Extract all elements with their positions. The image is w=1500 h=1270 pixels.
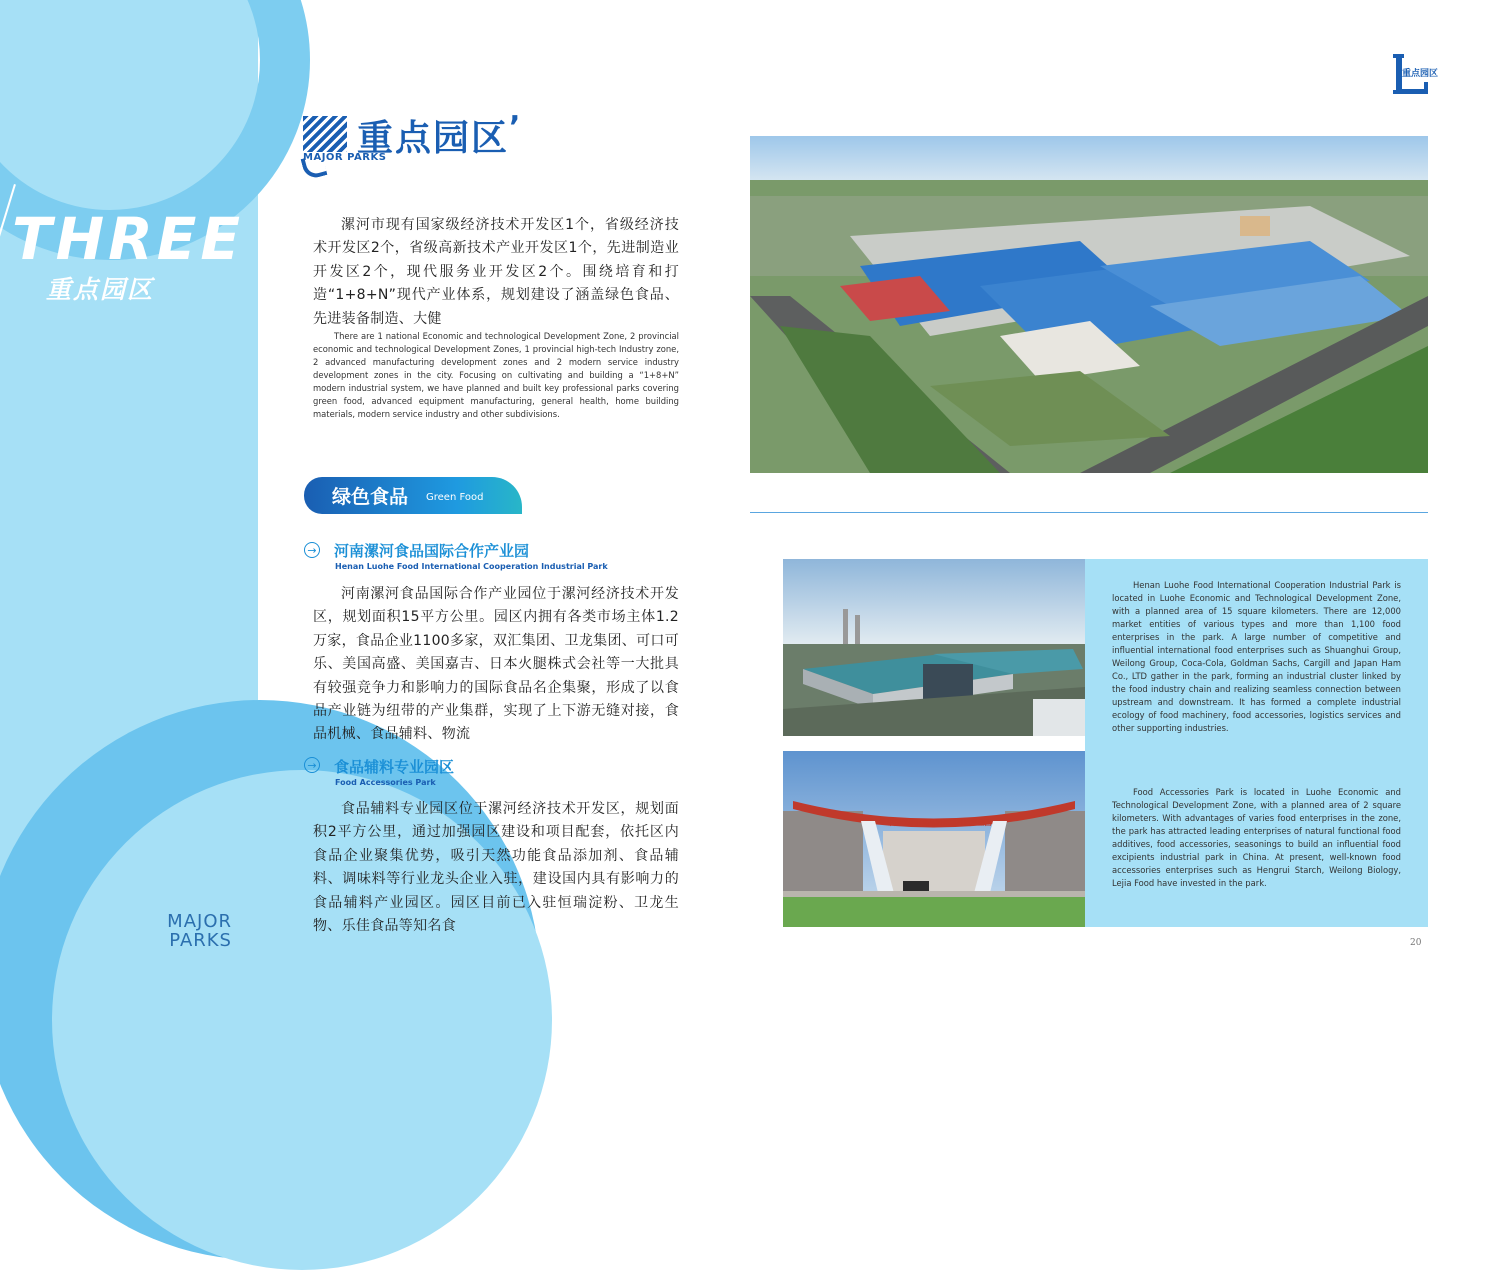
chapter-number: THREE: [12, 205, 245, 273]
factory-photo-illustration: [783, 559, 1085, 736]
section-title-en: Green Food: [426, 492, 484, 503]
gate-sign-text: 中国(漯河)食品和包装机械产业园: [887, 819, 992, 827]
sidebar: [0, 0, 258, 1018]
park-1-title-en: Henan Luohe Food International Cooperation Industrial Park: [335, 562, 608, 571]
page-subtitle: MAJOR PARKS: [303, 152, 387, 163]
section-title-cn: 绿色食品: [332, 486, 409, 508]
aerial-photo-illustration: [750, 136, 1428, 473]
intro-text-cn: 漯河市现有国家级经济技术开发区1个，省级经济技术开发区2个，省级高新技术产业开发区1个，先进制造业开发区2个，现代服务业开发区2个。围绕培育和打造“1+8+N”现代产业体系，规划建设了涵盖绿色食品、先进装备制造、大健: [313, 217, 679, 327]
page-number: 20: [1410, 938, 1422, 948]
section-header-pill: [304, 477, 522, 514]
arrow-circle-icon: →: [304, 542, 320, 558]
arrow-circle-icon: →: [304, 757, 320, 773]
park-2-title-cn: 食品辅料专业园区: [334, 758, 455, 776]
sidebar-footer-line1: MAJOR: [167, 911, 232, 932]
park-2-title-en: Food Accessories Park: [335, 778, 436, 787]
park-2-body-cn: 食品辅料专业园区位于漯河经济技术开发区，规划面积2平方公里，通过加强园区建设和项目配套，依托区内食品企业聚集优势，吸引天然功能食品添加剂、食品辅料、调味料等行业龙头企业入驻，建设国内具有影响力的食品辅料产业园区。园区目前已入驻恒瑞淀粉、卫龙生物、乐佳食品等知名食: [313, 801, 679, 935]
park-1-body-cn: 河南漯河食品国际合作产业园位于漯河经济技术开发区，规划面积15平方公里。园区内拥有各类市场主体1.2万家，食品企业1100多家，双汇集团、卫龙集团、可口可乐、美国高盛、美国嘉吉、日本火腿株式会社等一大批具有较强竞争力和影响力的国际食品名企集聚，形成了以食品产业链为纽带的产业集群，实现了上下游无缝对接，食品机械、食品辅料、物流: [313, 586, 679, 743]
park-1-body-en: Henan Luohe Food International Cooperation Industrial Park is located in Luohe Economic and Technological Development Zone, with a planned area of 15 square kilometers. There are 12,000 market entities of various types and more than 1,100 food enterprises in the park. A large number of competitive and influential international food enterprises such as Shuanghui Group, Weilong Group, Coca-Cola, Goldman Sachs, Cargill and Japan Ham Co., LTD gather in the park, forming an industrial cluster linked by the food industry chain and realizing seamless connection between upstream and downstream. It has formed a complete industrial ecology of food machinery, food accessories, logistics services and other supporting industries.: [1112, 580, 1401, 733]
park-gate-photo: [783, 751, 1085, 927]
aerial-industrial-park-photo: [750, 136, 1428, 473]
factory-photo: [783, 559, 1085, 736]
corner-label: 重点园区: [1402, 69, 1439, 79]
chapter-title: 重点园区: [46, 275, 155, 304]
divider-line: [750, 512, 1428, 513]
sidebar-footer-line2: PARKS: [169, 930, 232, 951]
intro-text-en: There are 1 national Economic and technological Development Zone, 2 provincial economic and technological Development Zones, 1 provincial high-tech Industry zone, 2 advanced manufacturing development zones and 2 modern service industry development zones in the city. Focusing on cultivating and building a “1+8+N” modern industrial system, we have planned and built key professional parks covering green food, advanced equipment manufacturing, general health, home building materials, modern service industry and other subdivisions.: [313, 331, 679, 419]
stripes-logo-icon: [303, 116, 347, 152]
sidebar-footer: [150, 912, 232, 950]
title-quote-icon: ’: [509, 110, 523, 145]
park-1-title-cn: 河南漯河食品国际合作产业园: [334, 542, 530, 560]
park-2-body-en: Food Accessories Park is located in Luohe Economic and Technological Development Zone, with a planned area of 2 square kilometers. With advantages of varies food enterprises in the zone, the park has attracted leading enterprises of natural functional food additives, food accessories, seasonings to build an influential food excipients industrial park in China. At present, well-known food accessories enterprises such as Hengrui Starch, Weilong Biology, Lejia Food have invested in the park.: [1112, 787, 1401, 888]
page-title-text: 重点园区: [357, 118, 510, 159]
gate-photo-illustration: [783, 751, 1085, 927]
